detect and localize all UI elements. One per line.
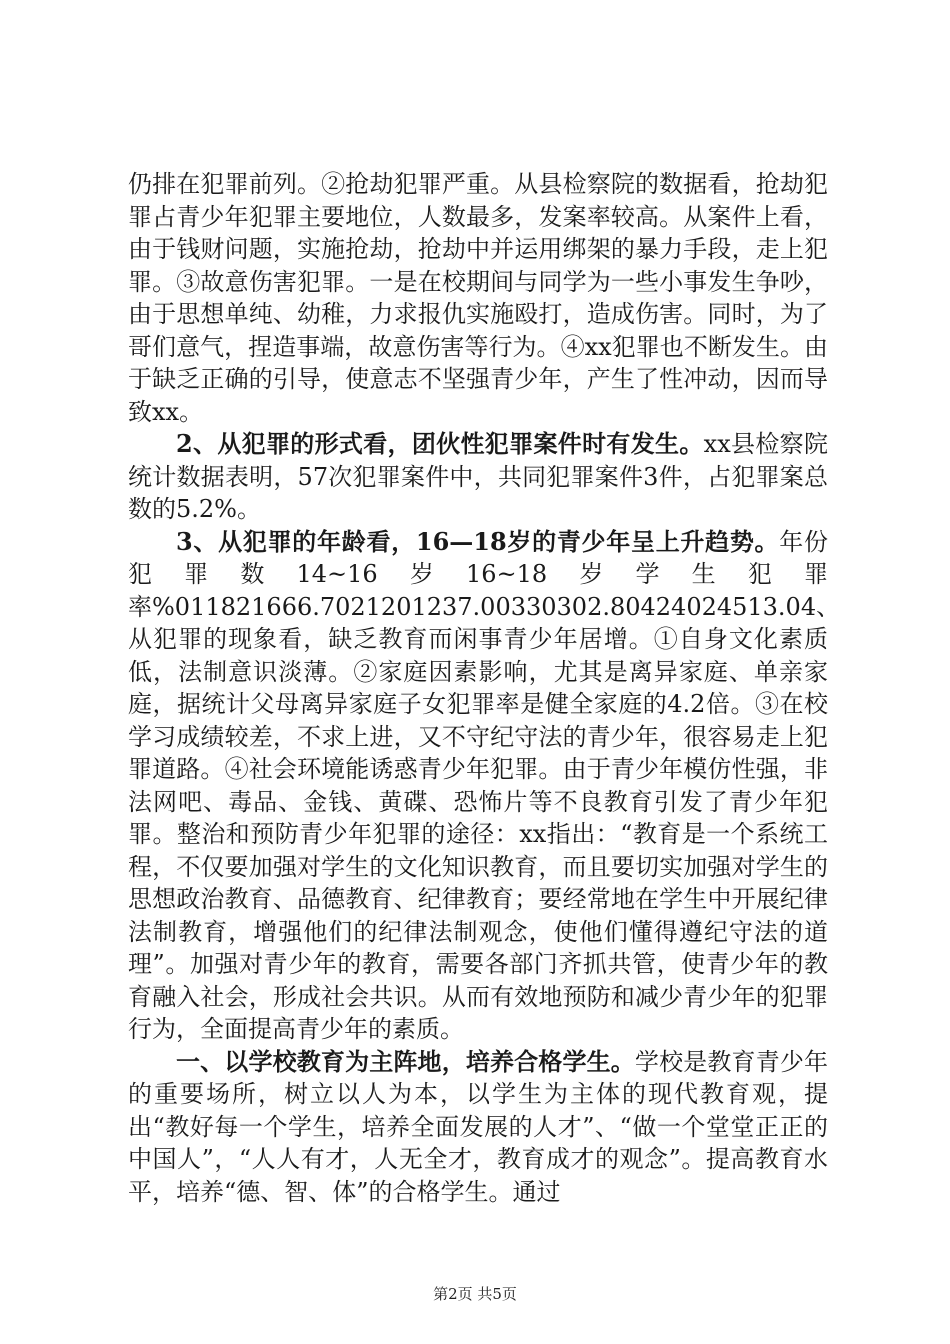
paragraph-2 [128,428,828,526]
paragraph-5 [128,1046,828,1209]
paragraph-2-lead: 2、从犯罪的形式看，团伙性犯罪案件时有发生。 [176,429,704,458]
paragraph-3 [128,526,828,591]
paragraph-4 [128,591,841,1046]
document-body [128,168,841,1208]
paragraph-4-text: 率%011821666.7021201237.00330302.80424024513.04、从犯罪的现象看，缺乏教育而闲事青少年居增。①自身文化素质低，法制意识淡薄。②家庭因素影响，尤其是离异家庭、单亲家庭，据统计父母离异家庭子女犯罪率是健全家庭的4.2倍。③在校学习成绩较差，不求上进，又不守纪守法的青少年，很容易走上犯罪道路。④社会环境能诱惑青少年犯罪。由于青少年模仿性强，非法网吧、毒品、金钱、黄碟、恐怖片等不良教育引发了青少年犯罪。整治和预防青少年犯罪的途径：xx指出：“教育是一个系统工程，不仅要加强对学生的文化知识教育，而且要切实加强对学生的思想政治教育、品德教育、纪律教育；要经常地在学生中开展纪律法制教育，增强他们的纪律法制观念，使他们懂得遵纪守法的道理”。加强对青少年的教育，需要各部门齐抓共管，使青少年的教育融入社会，形成社会共识。从而有效地预防和减少青少年的犯罪行为，全面提高青少年的素质。 [128,592,841,1043]
paragraph-5-text: 学校是教育青少年的重要场所，树立以人为本，以学生为主体的现代教育观，提出“教好每一个学生，培养全面发展的人才”、“做一个堂堂正正的中国人”，“人人有才，人无全才，教育成才的观念”。提高教育水平，培养“德、智、体”的合格学生。通过 [128,1047,828,1206]
paragraph-3-lead: 3、从犯罪的年龄看，16—18岁的青少年呈上升趋势。 [176,526,780,556]
paragraph-1-text: 仍排在犯罪前列。②抢劫犯罪严重。从县检察院的数据看，抢劫犯罪占青少年犯罪主要地位，人数最多，发案率较高。从案件上看，由于钱财问题，实施抢劫，抢劫中并运用绑架的暴力手段，走上犯罪。③故意伤害犯罪。一是在校期间与同学为一些小事发生争吵，由于思想单纯、幼稚，力求报仇实施殴打，造成伤害。同时，为了哥们意气，捏造事端，故意伤害等行为。④xx犯罪也不断发生。由于缺乏正确的引导，使意志不坚强青少年，产生了性冲动，因而导致xx。 [128,170,828,426]
paragraph-3-text: 年份犯罪数14~16岁16~18岁学生犯罪 [128,527,828,588]
page-footer: 第2页 共5页 [433,1285,517,1303]
paragraph-2-text: xx县检察院统计数据表明，57次犯罪案件中，共同犯罪案件3件，占犯罪案总数的5.2%。 [128,430,828,523]
paragraph-5-lead: 一、以学校教育为主阵地，培养合格学生。 [176,1046,635,1076]
paragraph-1 [128,168,828,428]
